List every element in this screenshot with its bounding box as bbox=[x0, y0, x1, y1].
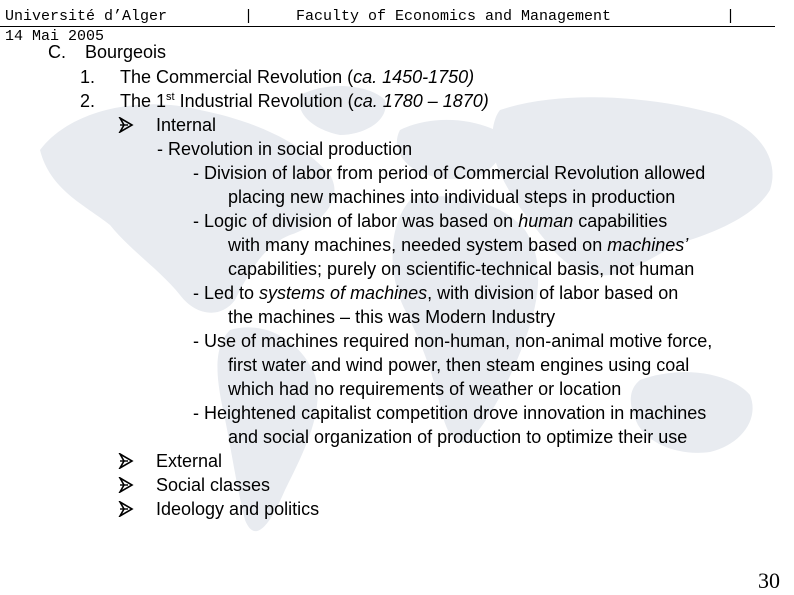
external-label: External bbox=[156, 451, 223, 471]
item1-marker: 1. bbox=[80, 67, 96, 87]
item2-marker: 2. bbox=[80, 91, 96, 111]
point3-line2: the machines – this was Modern Industry bbox=[228, 307, 556, 327]
point5-line1: - Heightened capitalist competition drove innovation in machines bbox=[193, 403, 707, 423]
section-title: Bourgeois bbox=[85, 42, 167, 62]
arrow-bullet-icon bbox=[118, 453, 134, 469]
point2-line2-italic: machines’ bbox=[607, 235, 689, 255]
point2-line1 bbox=[193, 211, 667, 231]
header-separator: | bbox=[244, 8, 254, 25]
header-date: 14 Mai 2005 bbox=[5, 28, 105, 45]
point3-line1 bbox=[193, 283, 678, 303]
point3-line1-a: - Led to bbox=[193, 283, 260, 303]
point2-line1-italic: human bbox=[518, 211, 574, 231]
point1-line2: placing new machines into individual steps in production bbox=[228, 187, 676, 207]
item2-label-a: The 1 bbox=[120, 91, 167, 111]
item2-label-b: Industrial Revolution ( bbox=[174, 91, 354, 111]
page-number: 30 bbox=[758, 568, 780, 593]
header-rule bbox=[0, 26, 775, 27]
point2-line2 bbox=[228, 235, 688, 255]
section-marker: C. bbox=[48, 42, 66, 62]
social-classes-label: Social classes bbox=[156, 475, 271, 495]
header-separator-end: | bbox=[726, 8, 736, 25]
revolution-line: - Revolution in social production bbox=[157, 139, 413, 159]
point2-line3: capabilities; purely on scientific-technical basis, not human bbox=[228, 259, 695, 279]
point4-line2: first water and wind power, then steam engines using coal bbox=[228, 355, 690, 375]
ideology-label: Ideology and politics bbox=[156, 499, 320, 519]
university-name: Université d’Alger bbox=[5, 8, 168, 25]
north-america-shape bbox=[40, 104, 334, 312]
arrow-bullet-icon bbox=[118, 117, 134, 133]
arrow-bullet-icon bbox=[118, 501, 134, 517]
item2-dates: ca. 1780 – 1870) bbox=[353, 91, 489, 111]
item1-label: The Commercial Revolution ( bbox=[120, 67, 354, 87]
point5-line2: and social organization of production to optimize their use bbox=[228, 427, 688, 447]
item2-superscript: st bbox=[166, 91, 175, 103]
point4-line1: - Use of machines required non-human, non-animal motive force, bbox=[193, 331, 713, 351]
point2-line1-b: capabilities bbox=[573, 211, 668, 231]
arrow-bullet-icon bbox=[118, 477, 134, 493]
point2-line1-a: - Logic of division of labor was based on bbox=[193, 211, 519, 231]
item1-dates: ca. 1450-1750) bbox=[353, 67, 475, 87]
point3-line1-italic: systems of machines bbox=[259, 283, 428, 303]
point2-line2-a: with many machines, needed system based on bbox=[228, 235, 608, 255]
item2-text bbox=[120, 91, 489, 111]
faculty-name: Faculty of Economics and Management bbox=[296, 8, 612, 25]
point4-line3: which had no requirements of weather or location bbox=[228, 379, 622, 399]
internal-label: Internal bbox=[156, 115, 217, 135]
item1-text bbox=[120, 67, 474, 87]
point1-line1: - Division of labor from period of Commercial Revolution allowed bbox=[193, 163, 706, 183]
point3-line1-b: , with division of labor based on bbox=[427, 283, 679, 303]
